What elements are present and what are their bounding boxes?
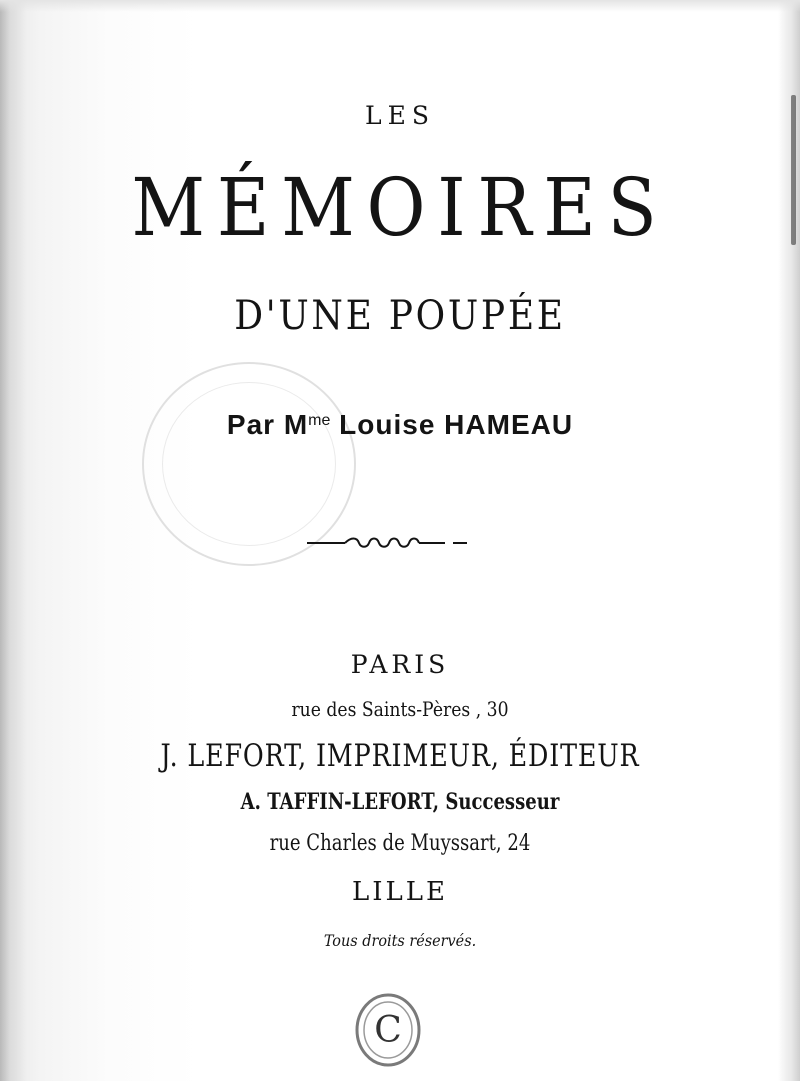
- author-name: Louise HAMEAU: [339, 409, 574, 440]
- rights-notice: Tous droits réservés.: [323, 931, 477, 950]
- book-title: MÉMOIRES: [131, 161, 669, 254]
- copyright-stamp-icon: [351, 990, 425, 1070]
- author-line: [40, 404, 760, 442]
- ornament-divider-icon: [305, 533, 470, 553]
- book-subtitle: D'UNE POUPÉE: [234, 293, 566, 339]
- scan-left-shadow: [0, 0, 26, 1081]
- imprint-successor-label: Successeur: [445, 789, 560, 815]
- title-article: LES: [365, 101, 435, 130]
- imprint-address-paris: rue des Saints-Pères , 30: [291, 697, 509, 721]
- author-prefix: Par M: [226, 409, 309, 440]
- author-title-superscript: me: [308, 412, 331, 429]
- copyright-stamp-letter: C: [374, 1010, 402, 1051]
- imprint-address-lille: rue Charles de Muyssart, 24: [269, 831, 531, 856]
- imprint-city-paris: PARIS: [350, 650, 450, 679]
- imprint-publisher: J. LEFORT, IMPRIMEUR, ÉDITEUR: [160, 738, 640, 774]
- imprint-successor-line: [105, 788, 695, 816]
- imprint-successor-name: A. TAFFIN-LEFORT,: [240, 789, 440, 815]
- imprint-city-lille: LILLE: [351, 877, 449, 907]
- scan-top-edge: [0, 0, 800, 12]
- scan-right-edge: [778, 0, 800, 1081]
